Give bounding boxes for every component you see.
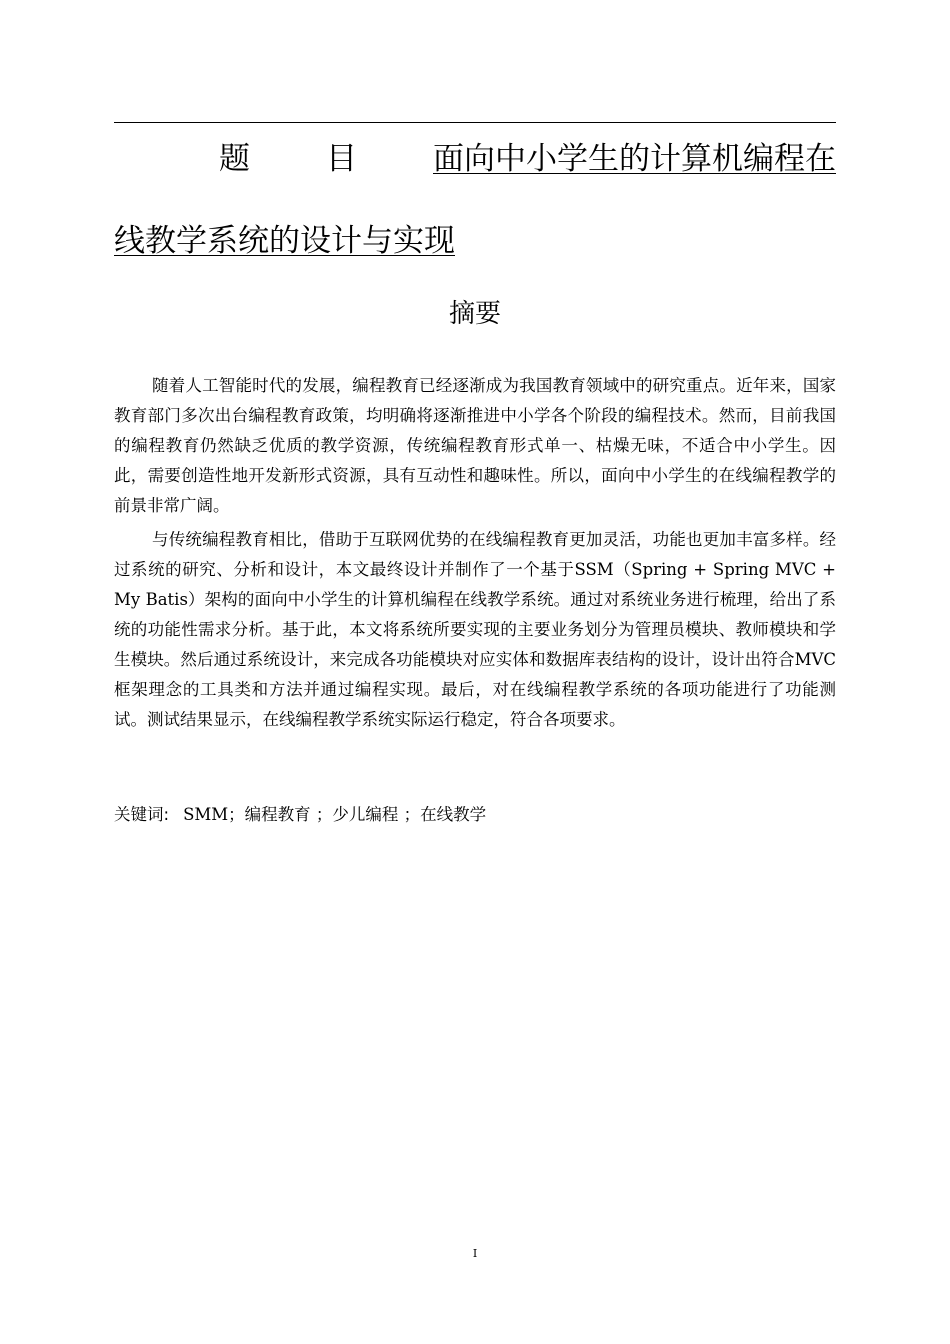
abstract-paragraph-2: 与传统编程教育相比，借助于互联网优势的在线编程教育更加灵活，功能也更加丰富多样。经过系统的研究、分析和设计，本文最终设计并制作了一个基于SSM（Spring + Spring MVC + My Batis）架构的面向中小学生的计算机编程在线教学系统。通过对系统业务进行梳理，给出了系统的功能性需求分析。基于此，本文将系统所要实现的主要业务划分为管理员模块、教师模块和学生模块。然后通过系统设计，来完成各功能模块对应实体和数据库表结构的设计，设计出符合MVC框架理念的工具类和方法并通过编程实现。最后，对在线编程教学系统的各项功能进行了功能测试。测试结果显示，在线编程教学系统实际运行稳定，符合各项要求。 <box>114 530 836 729</box>
keywords-values: SMM；编程教育 ；少儿编程 ；在线教学 <box>183 805 487 824</box>
title-label-ti: 题 <box>219 141 250 177</box>
title-label-mu: 目 <box>326 141 357 177</box>
thesis-title-part-1: 面向中小学生的计算机编程在 <box>433 141 836 177</box>
keywords-line <box>114 801 836 829</box>
abstract-paragraph-1: 随着人工智能时代的发展，编程教育已经逐渐成为我国教育领域中的研究重点。近年来，国家教育部门多次出台编程教育政策，均明确将逐渐推进中小学各个阶段的编程技术。然而，目前我国的编程教育仍然缺乏优质的教学资源，传统编程教育形式单一、枯燥无味，不适合中小学生。因此，需要创造性地开发新形式资源，具有互动性和趣味性。所以，面向中小学生的在线编程教学的前景非常广阔。 <box>114 376 836 515</box>
thesis-title-part-2: 线教学系统的设计与实现 <box>114 223 455 259</box>
keywords-label: 关键词: <box>114 805 170 824</box>
header-rule <box>114 122 836 123</box>
page-number: I <box>472 1247 478 1260</box>
abstract-heading: 摘要 <box>448 299 501 329</box>
